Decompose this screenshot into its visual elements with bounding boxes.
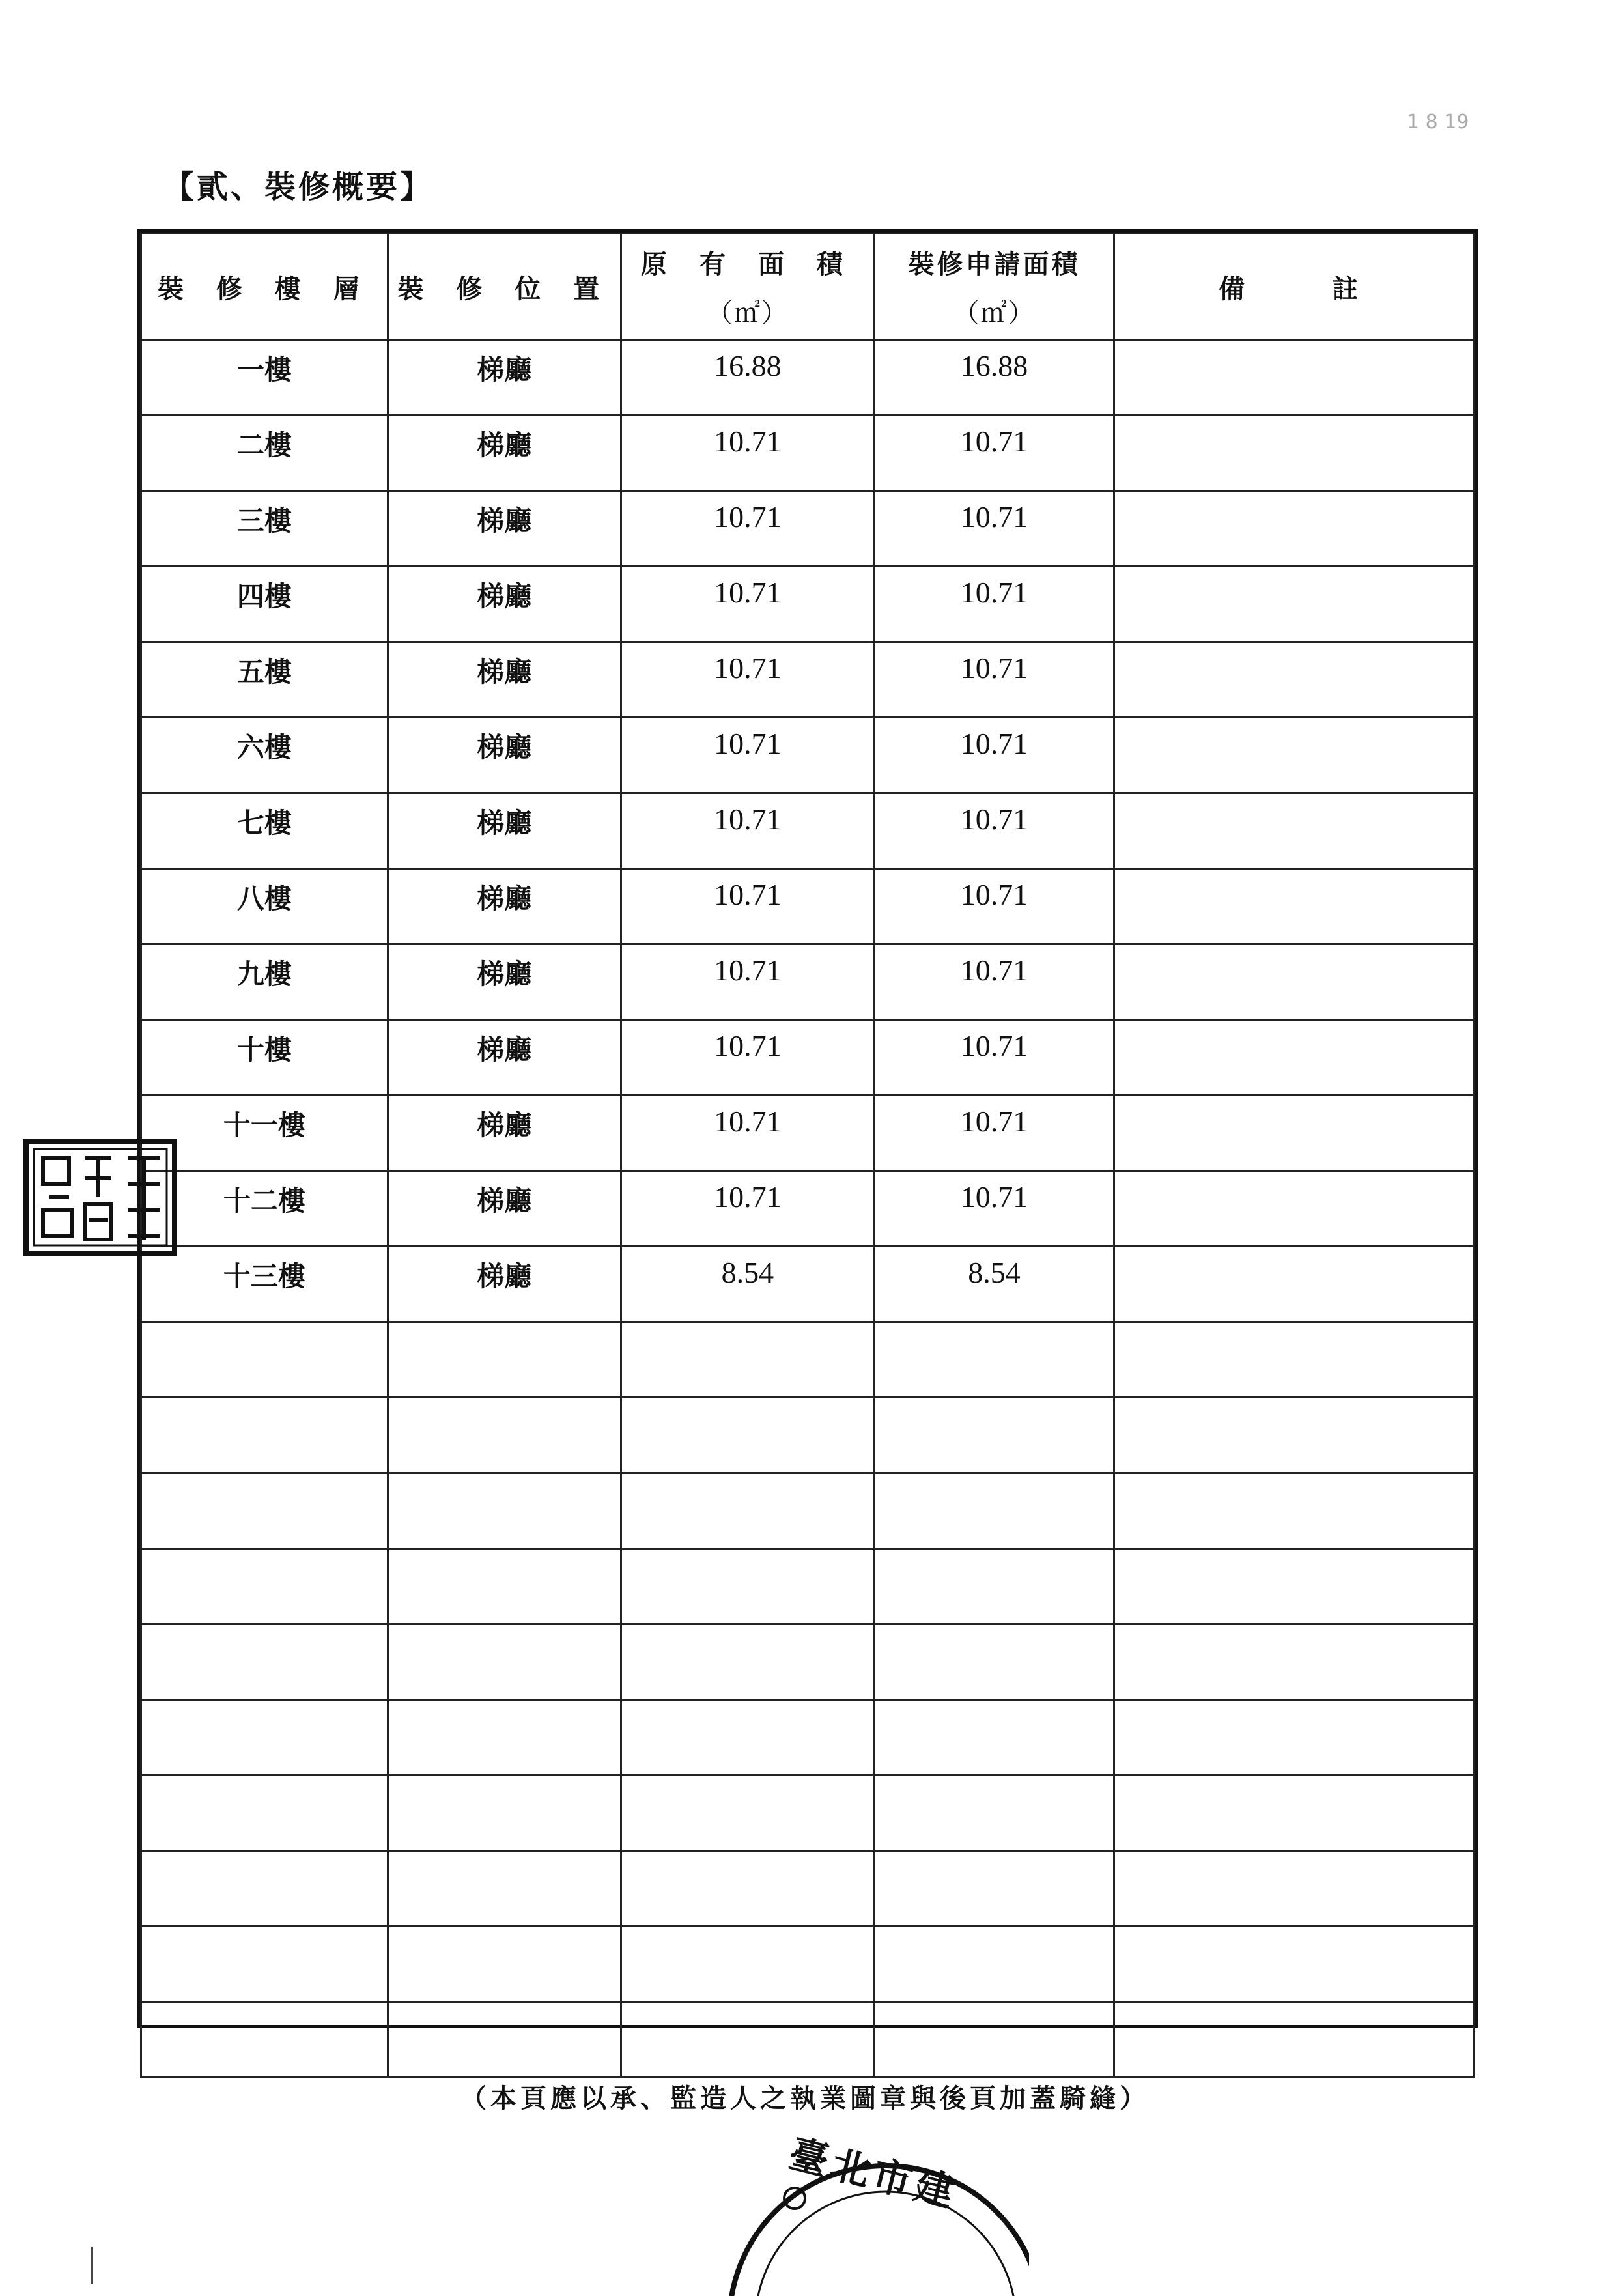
cell-original-area — [621, 1624, 874, 1700]
cell-value — [142, 1927, 387, 1935]
cell-location — [388, 1927, 621, 2002]
cell-original-area — [621, 1549, 874, 1624]
cell-floor — [141, 416, 388, 491]
cell-value: 梯廳 — [477, 580, 532, 612]
cell-value: 五樓 — [236, 656, 292, 688]
cell-value: 十二樓 — [223, 1185, 305, 1217]
cell-value — [142, 1474, 387, 1482]
table-row — [141, 1776, 1475, 1851]
cell-original-area — [621, 416, 874, 491]
cell-value: 10.71 — [960, 954, 1028, 987]
cell-value: 梯廳 — [477, 731, 532, 763]
cell-value — [142, 1550, 387, 1557]
table-row — [141, 642, 1475, 718]
cell-location — [388, 1473, 621, 1549]
cell-value — [142, 1323, 387, 1331]
cell-value: 八樓 — [236, 883, 292, 914]
cell-value — [1115, 1021, 1473, 1028]
cell-location — [388, 2002, 621, 2078]
cell-original-area — [621, 1247, 874, 1322]
cell-location — [388, 1624, 621, 1700]
cell-value: 8.54 — [721, 1256, 774, 1289]
cell-value: 四樓 — [236, 580, 292, 612]
cell-value — [622, 1701, 873, 1708]
cell-value — [1115, 567, 1473, 575]
cell-value — [875, 1701, 1113, 1708]
cell-requested-area — [874, 793, 1114, 869]
cell-remarks — [1114, 793, 1475, 869]
table-row — [141, 1171, 1475, 1247]
cell-location — [388, 1700, 621, 1776]
cell-requested-area — [874, 1776, 1114, 1851]
cell-value: 二樓 — [236, 429, 292, 461]
cell-requested-area — [874, 567, 1114, 642]
cell-value — [142, 1701, 387, 1708]
cell-floor — [141, 2002, 388, 2078]
table-row — [141, 491, 1475, 567]
table-row — [141, 718, 1475, 793]
cell-value: 10.71 — [714, 954, 782, 987]
cell-value: 梯廳 — [477, 958, 532, 990]
cell-value — [875, 1852, 1113, 1860]
cell-original-area — [621, 340, 874, 416]
cell-value — [1115, 1625, 1473, 1633]
cell-value — [389, 1927, 620, 1935]
cell-location — [388, 340, 621, 416]
cell-floor — [141, 1549, 388, 1624]
cell-value: 九樓 — [236, 958, 292, 990]
cell-floor — [141, 1171, 388, 1247]
cell-floor — [141, 869, 388, 944]
cell-floor — [141, 1851, 388, 1927]
table-header-row — [141, 234, 1475, 340]
cell-value: 梯廳 — [477, 429, 532, 461]
cell-value: 十一樓 — [223, 1109, 305, 1141]
header-location: 裝 修 位 置 — [388, 234, 621, 340]
cell-original-area — [621, 491, 874, 567]
cell-remarks — [1114, 1171, 1475, 1247]
round-stamp-text: 臺北市建 — [784, 2131, 963, 2217]
cell-value — [1115, 643, 1473, 651]
cell-value: 梯廳 — [477, 505, 532, 537]
cell-original-area — [621, 1851, 874, 1927]
cell-value — [389, 1852, 620, 1860]
cell-original-area — [621, 1398, 874, 1473]
cell-requested-area — [874, 1549, 1114, 1624]
cell-value — [1115, 718, 1473, 726]
table-row — [141, 1927, 1475, 2002]
cell-value — [1115, 794, 1473, 802]
table-row — [141, 944, 1475, 1020]
cell-floor — [141, 1776, 388, 1851]
cell-value — [1115, 870, 1473, 877]
cell-value — [1115, 1550, 1473, 1557]
cell-value — [1115, 1398, 1473, 1406]
cell-value — [1115, 1172, 1473, 1180]
cell-value — [622, 1625, 873, 1633]
header-requested-area-label: 裝修申請面積 — [908, 249, 1080, 279]
cell-value: 10.71 — [714, 1029, 782, 1062]
cell-location — [388, 1398, 621, 1473]
table-row — [141, 1549, 1475, 1624]
cell-remarks — [1114, 2002, 1475, 2078]
cell-original-area — [621, 944, 874, 1020]
cell-location — [388, 1549, 621, 1624]
cell-location — [388, 1096, 621, 1171]
cell-original-area — [621, 1020, 874, 1096]
area-table — [140, 233, 1475, 2078]
cell-floor — [141, 1624, 388, 1700]
cell-requested-area — [874, 1020, 1114, 1096]
cell-location — [388, 869, 621, 944]
cell-remarks — [1114, 1851, 1475, 1927]
cell-original-area — [621, 793, 874, 869]
cell-floor — [141, 1398, 388, 1473]
cell-floor — [141, 1473, 388, 1549]
cell-value — [1115, 2003, 1473, 2011]
cell-value — [875, 1323, 1113, 1331]
cell-value — [142, 1398, 387, 1406]
cell-value: 10.71 — [960, 802, 1028, 836]
table-row — [141, 793, 1475, 869]
cell-requested-area — [874, 1398, 1114, 1473]
cell-remarks — [1114, 944, 1475, 1020]
cell-location — [388, 944, 621, 1020]
cell-value: 七樓 — [236, 807, 292, 839]
cell-value — [1115, 416, 1473, 424]
cell-remarks — [1114, 1700, 1475, 1776]
cell-value: 梯廳 — [477, 807, 532, 839]
cell-value — [622, 1550, 873, 1557]
cell-value — [1115, 1776, 1473, 1784]
cell-value — [142, 1776, 387, 1784]
cell-value: 10.71 — [960, 1180, 1028, 1213]
cell-requested-area — [874, 1927, 1114, 2002]
cell-value — [389, 1776, 620, 1784]
cell-remarks — [1114, 642, 1475, 718]
cell-value: 10.71 — [960, 1029, 1028, 1062]
cell-value: 10.71 — [714, 1180, 782, 1213]
cell-remarks — [1114, 1624, 1475, 1700]
table-row — [141, 567, 1475, 642]
table-body — [141, 340, 1475, 2078]
cell-value — [875, 1776, 1113, 1784]
cell-original-area — [621, 718, 874, 793]
table-row — [141, 1322, 1475, 1398]
cell-value — [875, 1927, 1113, 1935]
cell-remarks — [1114, 1473, 1475, 1549]
cell-value: 六樓 — [236, 731, 292, 763]
cell-remarks — [1114, 1020, 1475, 1096]
cell-remarks — [1114, 1322, 1475, 1398]
cell-original-area — [621, 1171, 874, 1247]
cell-value — [1115, 1701, 1473, 1708]
cell-value: 梯廳 — [477, 1260, 532, 1292]
cell-value — [875, 1398, 1113, 1406]
table-row — [141, 869, 1475, 944]
section-title: 【貳、裝修概要】 — [163, 169, 434, 205]
cell-value: 10.71 — [714, 651, 782, 685]
cell-value — [1115, 341, 1473, 348]
cell-value — [389, 1701, 620, 1708]
cell-location — [388, 1851, 621, 1927]
cell-value: 梯廳 — [477, 354, 532, 386]
cell-remarks — [1114, 416, 1475, 491]
cell-floor — [141, 340, 388, 416]
cell-value: 10.71 — [714, 576, 782, 609]
cell-value: 10.71 — [960, 500, 1028, 533]
cell-requested-area — [874, 1096, 1114, 1171]
cell-value: 梯廳 — [477, 1185, 532, 1217]
margin-mark — [91, 2247, 93, 2284]
table-row — [141, 1398, 1475, 1473]
cell-remarks — [1114, 718, 1475, 793]
cell-value: 10.71 — [714, 500, 782, 533]
cell-requested-area — [874, 718, 1114, 793]
cell-value — [622, 1776, 873, 1784]
table-row — [141, 416, 1475, 491]
header-floor: 裝 修 樓 層 — [141, 234, 388, 340]
cell-value: 16.88 — [714, 349, 782, 382]
cell-floor — [141, 491, 388, 567]
cell-floor — [141, 1247, 388, 1322]
cell-value: 梯廳 — [477, 1109, 532, 1141]
cell-value — [142, 2003, 387, 2011]
cell-floor — [141, 1700, 388, 1776]
cell-value — [389, 1625, 620, 1633]
cell-value: 梯廳 — [477, 883, 532, 914]
cell-requested-area — [874, 1247, 1114, 1322]
table-row — [141, 1096, 1475, 1171]
cell-location — [388, 1020, 621, 1096]
cell-floor — [141, 1096, 388, 1171]
cell-location — [388, 416, 621, 491]
cell-remarks — [1114, 1776, 1475, 1851]
table-row — [141, 1473, 1475, 1549]
cell-floor — [141, 944, 388, 1020]
cell-value — [622, 2003, 873, 2011]
cell-floor — [141, 1020, 388, 1096]
cell-original-area — [621, 1927, 874, 2002]
cell-location — [388, 1171, 621, 1247]
cell-value — [875, 1625, 1113, 1633]
cell-value: 梯廳 — [477, 1034, 532, 1066]
cell-requested-area — [874, 1851, 1114, 1927]
cell-value: 16.88 — [960, 349, 1028, 382]
cell-value — [389, 1550, 620, 1557]
cell-requested-area — [874, 944, 1114, 1020]
header-remarks: 備 註 — [1114, 234, 1475, 340]
cell-remarks — [1114, 1096, 1475, 1171]
cell-requested-area — [874, 491, 1114, 567]
cell-value: 10.71 — [960, 727, 1028, 760]
header-original-area-label: 原 有 面 積 — [640, 249, 854, 279]
cell-value: 十樓 — [236, 1034, 292, 1066]
cell-remarks — [1114, 1549, 1475, 1624]
cell-requested-area — [874, 1700, 1114, 1776]
cell-location — [388, 1247, 621, 1322]
cell-value — [1115, 1927, 1473, 1935]
cell-original-area — [621, 642, 874, 718]
cell-remarks — [1114, 567, 1475, 642]
cell-value — [1115, 1096, 1473, 1104]
cell-original-area — [621, 1776, 874, 1851]
cell-requested-area — [874, 340, 1114, 416]
cell-original-area — [621, 869, 874, 944]
cell-remarks — [1114, 869, 1475, 944]
cell-value: 一樓 — [236, 354, 292, 386]
cell-value: 十三樓 — [223, 1260, 305, 1292]
cell-value — [389, 1323, 620, 1331]
cell-value: 10.71 — [960, 576, 1028, 609]
cell-value — [622, 1852, 873, 1860]
cell-value: 梯廳 — [477, 656, 532, 688]
renovation-summary-table — [137, 229, 1478, 2028]
cell-remarks — [1114, 1927, 1475, 2002]
table-row — [141, 1851, 1475, 1927]
cell-value: 10.71 — [714, 878, 782, 911]
cell-original-area — [621, 1322, 874, 1398]
cell-original-area — [621, 1096, 874, 1171]
cell-value — [622, 1323, 873, 1331]
cell-location — [388, 1776, 621, 1851]
cell-value — [142, 1625, 387, 1633]
cell-remarks — [1114, 1247, 1475, 1322]
cell-original-area — [621, 567, 874, 642]
table-row — [141, 1624, 1475, 1700]
cell-value — [389, 2003, 620, 2011]
cell-floor — [141, 1927, 388, 2002]
cell-value: 10.71 — [714, 802, 782, 836]
table-row — [141, 1700, 1475, 1776]
cell-original-area — [621, 1700, 874, 1776]
cell-value — [1115, 1323, 1473, 1331]
cell-requested-area — [874, 1322, 1114, 1398]
cell-value: 10.71 — [960, 878, 1028, 911]
cell-floor — [141, 718, 388, 793]
cell-value: 10.71 — [960, 1105, 1028, 1138]
cell-requested-area — [874, 416, 1114, 491]
cell-requested-area — [874, 1473, 1114, 1549]
cell-value — [389, 1398, 620, 1406]
cell-remarks — [1114, 340, 1475, 416]
table-row — [141, 340, 1475, 416]
cell-floor — [141, 642, 388, 718]
cell-value: 10.71 — [714, 1105, 782, 1138]
cell-requested-area — [874, 1171, 1114, 1247]
cell-requested-area — [874, 869, 1114, 944]
table-row — [141, 1020, 1475, 1096]
page-number: 1 8 19 — [1407, 111, 1469, 134]
cell-value — [1115, 1852, 1473, 1860]
cell-value — [875, 1550, 1113, 1557]
cell-remarks — [1114, 1398, 1475, 1473]
cell-value — [622, 1927, 873, 1935]
cell-value: 10.71 — [714, 425, 782, 458]
cell-requested-area — [874, 1624, 1114, 1700]
cell-location — [388, 718, 621, 793]
cell-value — [622, 1474, 873, 1482]
cell-remarks — [1114, 491, 1475, 567]
cell-location — [388, 567, 621, 642]
cell-value — [1115, 1474, 1473, 1482]
cell-value — [1115, 1247, 1473, 1255]
cell-value: 8.54 — [968, 1256, 1021, 1289]
cell-value: 10.71 — [714, 727, 782, 760]
cell-value — [875, 1474, 1113, 1482]
cell-value: 三樓 — [236, 505, 292, 537]
cell-location — [388, 642, 621, 718]
header-requested-area — [874, 234, 1114, 340]
cell-value — [875, 2003, 1113, 2011]
cell-location — [388, 491, 621, 567]
cell-floor — [141, 1322, 388, 1398]
cell-original-area — [621, 2002, 874, 2078]
cell-location — [388, 1322, 621, 1398]
cell-value — [142, 1852, 387, 1860]
cell-value — [389, 1474, 620, 1482]
cell-value — [622, 1398, 873, 1406]
cell-value: 10.71 — [960, 425, 1028, 458]
cell-value — [1115, 492, 1473, 500]
header-original-area — [621, 234, 874, 340]
header-original-area-unit: （㎡） — [706, 298, 789, 328]
cell-location — [388, 793, 621, 869]
cell-floor — [141, 567, 388, 642]
footer-note: （本頁應以承、監造人之執業圖章與後頁加蓋騎縫） — [460, 2083, 1150, 2114]
cell-value: 10.71 — [960, 651, 1028, 685]
table-row — [141, 2002, 1475, 2078]
cell-value — [1115, 945, 1473, 953]
cell-requested-area — [874, 2002, 1114, 2078]
cell-floor — [141, 793, 388, 869]
cell-requested-area — [874, 642, 1114, 718]
cell-original-area — [621, 1473, 874, 1549]
header-requested-area-unit: （㎡） — [953, 298, 1036, 328]
square-seal-stamp-icon — [23, 1139, 177, 1256]
table-row — [141, 1247, 1475, 1322]
